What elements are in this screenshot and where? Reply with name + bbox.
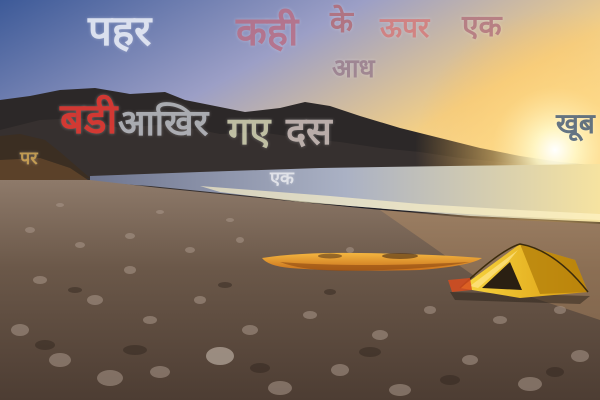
overlay-word-aakhir: आखिर (118, 103, 209, 144)
overlay-word-khoob: खूब (556, 107, 595, 140)
overlay-word-badi: बडी (60, 94, 118, 143)
overlay-word-aadh: आध (332, 54, 375, 84)
overlay-word-kahi: कही (236, 9, 299, 55)
overlay-word-pahar: पहर (88, 6, 152, 55)
overlay-word-par: पर (20, 148, 38, 169)
overlay-word-ke: के (330, 5, 354, 40)
overlay-word-gaye: गए (228, 109, 271, 153)
overlay-word-ek-top: एक (462, 9, 502, 44)
overlay-word-ek-small: एक (270, 168, 294, 189)
overlay-word-upar: ऊपर (380, 11, 430, 44)
overlay-word-das: दस (286, 109, 332, 153)
